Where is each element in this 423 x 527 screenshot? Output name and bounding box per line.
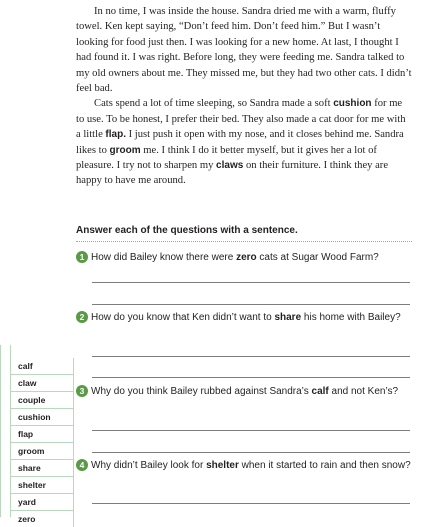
word-bank-item: claw bbox=[10, 375, 74, 392]
vocab-word-cushion: cushion bbox=[333, 98, 372, 110]
story-text-run: on their furniture. I think they are happy to have me around. bbox=[76, 160, 389, 187]
question-number-badge: 3 bbox=[76, 385, 88, 397]
vocab-word-flap: flap. bbox=[105, 129, 126, 141]
word-bank-item: calf bbox=[10, 358, 74, 375]
question-text bbox=[91, 458, 412, 473]
question-text-run: and not Ken’s? bbox=[328, 386, 399, 397]
story-text-run: I just push it open with my nose, and it closes behind me. Sandra likes to bbox=[76, 129, 404, 156]
answer-line-3b[interactable] bbox=[92, 452, 410, 453]
question-vocab-word: zero bbox=[236, 252, 257, 263]
question-text-run: cats at Sugar Wood Farm? bbox=[256, 252, 379, 263]
word-bank-item: flap bbox=[10, 426, 74, 443]
question-text bbox=[91, 310, 412, 325]
story-text-run: Cats spend a lot of time sleeping, so Sandra made a soft bbox=[94, 98, 334, 110]
answer-line-1b[interactable] bbox=[92, 304, 410, 305]
answer-line-2a[interactable] bbox=[92, 356, 410, 357]
word-bank-item: zero bbox=[10, 511, 74, 527]
question-text-run: his home with Bailey? bbox=[301, 312, 401, 323]
story-paragraph-1: In no time, I was inside the house. Sandra dried me with a warm, fluffy towel. Ken kept saying, “Don’t feed him. Don’t feed him.” But I wasn’t looking for food just then. I was looking for a new home. At last, I thought I had found it. I was right. Before long, they were feeding me. Sandra talked to my old owners about me. They missed me, but they had two other cats. I didn’t feel bad. bbox=[76, 6, 412, 95]
question-vocab-word: shelter bbox=[206, 460, 239, 471]
answer-line-1a[interactable] bbox=[92, 282, 410, 283]
story-paragraph-2 bbox=[76, 96, 412, 188]
question-vocab-word: share bbox=[274, 312, 302, 323]
word-bank-item: yard bbox=[10, 494, 74, 511]
story-text-run: for me to use. To be honest, I prefer their bed. They also made a cat door for me with a little bbox=[76, 98, 406, 141]
question-number-badge: 1 bbox=[76, 251, 88, 263]
question-number-badge: 2 bbox=[76, 311, 88, 323]
word-bank-item: shelter bbox=[10, 477, 74, 494]
question-number-badge: 4 bbox=[76, 459, 88, 471]
question-text-run: How did Bailey know there were bbox=[91, 252, 237, 263]
instructions-heading: Answer each of the questions with a sentence. bbox=[76, 225, 298, 236]
word-bank-item: share bbox=[10, 460, 74, 477]
word-bank-item: cushion bbox=[10, 409, 74, 426]
vocab-word-claws: claws bbox=[216, 160, 244, 172]
question-3 bbox=[76, 384, 412, 399]
answer-line-3a[interactable] bbox=[92, 430, 410, 431]
question-text bbox=[91, 250, 412, 265]
answer-line-4a[interactable] bbox=[92, 503, 410, 504]
vocab-word-groom: groom bbox=[109, 144, 141, 156]
question-1 bbox=[76, 250, 412, 265]
question-2 bbox=[76, 310, 412, 325]
story-text bbox=[76, 4, 412, 189]
question-text-run: when it started to rain and then snow? bbox=[238, 460, 411, 471]
story-text-run: me. I think I do it better myself, but it gives her a lot of pleasure. I try not to sharpen my bbox=[76, 144, 377, 172]
word-bank-item: groom bbox=[10, 443, 74, 460]
question-text-run: Why do you think Bailey rubbed against Sandra’s bbox=[91, 386, 312, 397]
dotted-divider bbox=[76, 241, 412, 242]
question-text-run: Why didn’t Bailey look for bbox=[91, 460, 207, 471]
word-bank-item: couple bbox=[10, 392, 74, 409]
question-vocab-word: calf bbox=[311, 386, 329, 397]
question-4 bbox=[76, 458, 412, 473]
word-bank bbox=[0, 345, 74, 524]
answer-line-2b[interactable] bbox=[92, 377, 410, 378]
question-text bbox=[91, 384, 412, 399]
question-text-run: How do you know that Ken didn’t want to bbox=[91, 312, 275, 323]
